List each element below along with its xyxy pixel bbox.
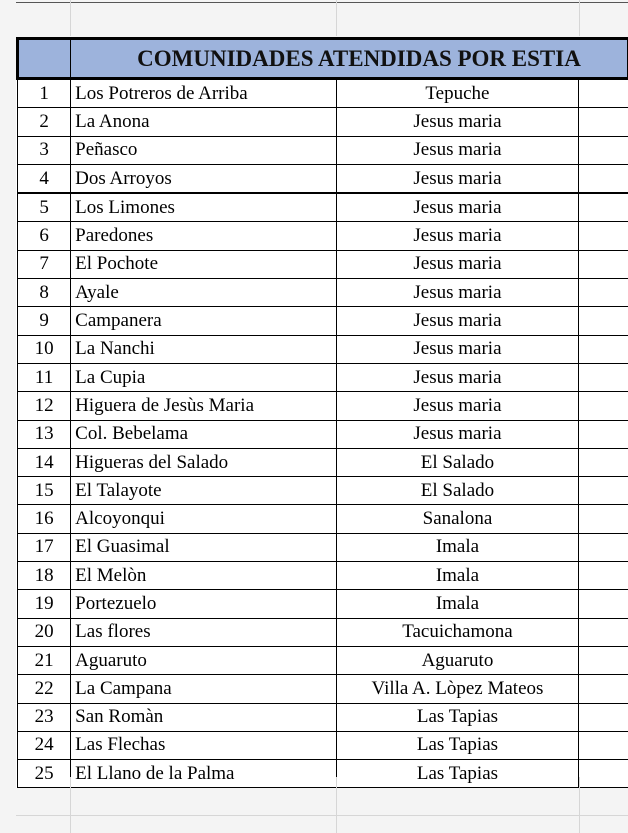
empty-cell[interactable] bbox=[579, 108, 628, 136]
table-row bbox=[18, 703, 628, 731]
location-cell[interactable]: Jesus maria bbox=[336, 363, 579, 391]
row-number-cell[interactable]: 16 bbox=[18, 505, 71, 533]
location-cell[interactable]: Jesus maria bbox=[336, 136, 579, 164]
community-name-cell[interactable]: La Anona bbox=[71, 108, 337, 136]
location-cell[interactable]: Jesus maria bbox=[336, 222, 579, 250]
empty-cell[interactable] bbox=[579, 505, 628, 533]
community-name-cell[interactable]: Las flores bbox=[71, 618, 337, 646]
empty-cell[interactable] bbox=[579, 79, 628, 108]
empty-cell[interactable] bbox=[579, 448, 628, 476]
empty-cell[interactable] bbox=[579, 618, 628, 646]
table-row bbox=[18, 618, 628, 646]
location-cell[interactable]: Jesus maria bbox=[336, 392, 579, 420]
empty-cell[interactable] bbox=[579, 675, 628, 703]
communities-table bbox=[16, 37, 628, 788]
empty-cell[interactable] bbox=[579, 703, 628, 731]
column-gridline bbox=[336, 0, 337, 36]
empty-rows-above bbox=[16, 0, 628, 36]
row-number-cell[interactable]: 21 bbox=[18, 646, 71, 674]
row-number-cell[interactable]: 20 bbox=[18, 618, 71, 646]
row-number-cell[interactable]: 8 bbox=[18, 279, 71, 307]
empty-cell[interactable] bbox=[579, 646, 628, 674]
community-name-cell[interactable]: Alcoyonqui bbox=[71, 505, 337, 533]
table-row bbox=[18, 108, 628, 136]
column-gridline bbox=[70, 777, 71, 833]
community-name-cell[interactable]: Higueras del Salado bbox=[71, 448, 337, 476]
location-cell[interactable]: Jesus maria bbox=[336, 250, 579, 278]
location-cell[interactable]: Jesus maria bbox=[336, 193, 579, 222]
empty-cell[interactable] bbox=[579, 363, 628, 391]
table-row bbox=[18, 363, 628, 391]
row-number-cell[interactable]: 14 bbox=[18, 448, 71, 476]
table-row bbox=[18, 590, 628, 618]
table-row bbox=[18, 222, 628, 250]
empty-cell[interactable] bbox=[579, 562, 628, 590]
header-row bbox=[18, 39, 628, 79]
location-cell[interactable]: Jesus maria bbox=[336, 108, 579, 136]
community-name-cell[interactable]: El Pochote bbox=[71, 250, 337, 278]
column-gridline bbox=[336, 777, 337, 833]
row-number-cell[interactable]: 2 bbox=[18, 108, 71, 136]
table-row bbox=[18, 731, 628, 759]
empty-cell[interactable] bbox=[579, 193, 628, 222]
location-cell[interactable]: Tacuichamona bbox=[336, 618, 579, 646]
community-name-cell[interactable]: Peñasco bbox=[71, 136, 337, 164]
empty-cell[interactable] bbox=[579, 392, 628, 420]
table-row bbox=[18, 533, 628, 561]
location-cell[interactable]: Jesus maria bbox=[336, 420, 579, 448]
table-row bbox=[18, 79, 628, 108]
community-name-cell[interactable]: El Guasimal bbox=[71, 533, 337, 561]
table-row bbox=[18, 164, 628, 193]
location-cell[interactable]: Tepuche bbox=[336, 79, 579, 108]
row-number-cell[interactable]: 12 bbox=[18, 392, 71, 420]
community-name-cell[interactable]: Col. Bebelama bbox=[71, 420, 337, 448]
row-number-cell[interactable]: 23 bbox=[18, 703, 71, 731]
community-name-cell[interactable]: La Nanchi bbox=[71, 335, 337, 363]
community-name-cell[interactable]: Portezuelo bbox=[71, 590, 337, 618]
location-cell[interactable]: El Salado bbox=[336, 448, 579, 476]
community-name-cell[interactable]: Los Potreros de Arriba bbox=[71, 79, 337, 108]
row-number-cell[interactable]: 1 bbox=[18, 79, 71, 108]
location-cell[interactable]: Jesus maria bbox=[336, 279, 579, 307]
community-name-cell[interactable]: La Cupia bbox=[71, 363, 337, 391]
location-cell[interactable]: Sanalona bbox=[336, 505, 579, 533]
row-number-cell[interactable]: 6 bbox=[18, 222, 71, 250]
table-row bbox=[18, 448, 628, 476]
location-cell[interactable]: Las Tapias bbox=[336, 760, 579, 788]
empty-rows-below bbox=[16, 777, 628, 833]
table-body bbox=[18, 79, 628, 788]
row-border bbox=[16, 815, 628, 816]
table-row bbox=[18, 420, 628, 448]
empty-cell[interactable] bbox=[579, 250, 628, 278]
empty-cell[interactable] bbox=[579, 477, 628, 505]
empty-cell[interactable] bbox=[579, 164, 628, 193]
table-row bbox=[18, 505, 628, 533]
community-name-cell[interactable]: El Llano de la Palma bbox=[71, 760, 337, 788]
row-number-cell[interactable]: 4 bbox=[18, 164, 71, 193]
table-row bbox=[18, 136, 628, 164]
row-number-cell[interactable]: 18 bbox=[18, 562, 71, 590]
community-name-cell[interactable]: Las Flechas bbox=[71, 731, 337, 759]
location-cell[interactable]: Jesus maria bbox=[336, 307, 579, 335]
community-name-cell[interactable]: Higuera de Jesùs Maria bbox=[71, 392, 337, 420]
community-name-cell[interactable]: La Campana bbox=[71, 675, 337, 703]
community-name-cell[interactable]: El Melòn bbox=[71, 562, 337, 590]
table-row bbox=[18, 675, 628, 703]
community-name-cell[interactable]: Los Limones bbox=[71, 193, 337, 222]
column-gridline bbox=[579, 0, 580, 36]
table-row bbox=[18, 392, 628, 420]
location-cell[interactable]: Imala bbox=[336, 590, 579, 618]
row-number-cell[interactable]: 19 bbox=[18, 590, 71, 618]
community-name-cell[interactable]: Campanera bbox=[71, 307, 337, 335]
table-row bbox=[18, 562, 628, 590]
location-cell[interactable]: Imala bbox=[336, 533, 579, 561]
table-row bbox=[18, 646, 628, 674]
row-number-cell[interactable]: 15 bbox=[18, 477, 71, 505]
row-number-cell[interactable]: 10 bbox=[18, 335, 71, 363]
table-row bbox=[18, 477, 628, 505]
row-number-cell[interactable]: 17 bbox=[18, 533, 71, 561]
row-number-cell[interactable]: 13 bbox=[18, 420, 71, 448]
empty-cell[interactable] bbox=[579, 590, 628, 618]
row-number-cell[interactable]: 25 bbox=[18, 760, 71, 788]
community-name-cell[interactable]: El Talayote bbox=[71, 477, 337, 505]
location-cell[interactable]: Villa A. Lòpez Mateos bbox=[336, 675, 579, 703]
empty-cell[interactable] bbox=[579, 136, 628, 164]
column-gridline bbox=[70, 0, 71, 36]
empty-cell[interactable] bbox=[579, 533, 628, 561]
empty-cell[interactable] bbox=[579, 307, 628, 335]
location-cell[interactable]: Las Tapias bbox=[336, 731, 579, 759]
row-number-cell[interactable]: 22 bbox=[18, 675, 71, 703]
community-name-cell[interactable]: San Romàn bbox=[71, 703, 337, 731]
table-row bbox=[18, 279, 628, 307]
table-row bbox=[18, 193, 628, 222]
empty-cell[interactable] bbox=[579, 335, 628, 363]
location-cell[interactable]: El Salado bbox=[336, 477, 579, 505]
location-cell[interactable]: Imala bbox=[336, 562, 579, 590]
location-cell[interactable]: Aguaruto bbox=[336, 646, 579, 674]
row-number-cell[interactable]: 3 bbox=[18, 136, 71, 164]
empty-cell[interactable] bbox=[579, 222, 628, 250]
location-cell[interactable]: Las Tapias bbox=[336, 703, 579, 731]
table-row bbox=[18, 335, 628, 363]
row-number-cell[interactable]: 5 bbox=[18, 193, 71, 222]
header-number-cell[interactable] bbox=[18, 39, 71, 79]
header-title-cell[interactable]: COMUNIDADES ATENDIDAS POR ESTIA bbox=[71, 39, 628, 79]
empty-cell[interactable] bbox=[579, 731, 628, 759]
empty-cell[interactable] bbox=[579, 420, 628, 448]
community-name-cell[interactable]: Aguaruto bbox=[71, 646, 337, 674]
community-name-cell[interactable]: Paredones bbox=[71, 222, 337, 250]
row-number-cell[interactable]: 7 bbox=[18, 250, 71, 278]
row-border bbox=[16, 2, 628, 3]
row-number-cell[interactable]: 11 bbox=[18, 363, 71, 391]
location-cell[interactable]: Jesus maria bbox=[336, 164, 579, 193]
community-name-cell[interactable]: Dos Arroyos bbox=[71, 164, 337, 193]
location-cell[interactable]: Jesus maria bbox=[336, 335, 579, 363]
row-number-cell[interactable]: 24 bbox=[18, 731, 71, 759]
table-row bbox=[18, 307, 628, 335]
empty-cell[interactable] bbox=[579, 279, 628, 307]
community-name-cell[interactable]: Ayale bbox=[71, 279, 337, 307]
column-gridline bbox=[579, 777, 580, 833]
row-number-cell[interactable]: 9 bbox=[18, 307, 71, 335]
table-row bbox=[18, 250, 628, 278]
